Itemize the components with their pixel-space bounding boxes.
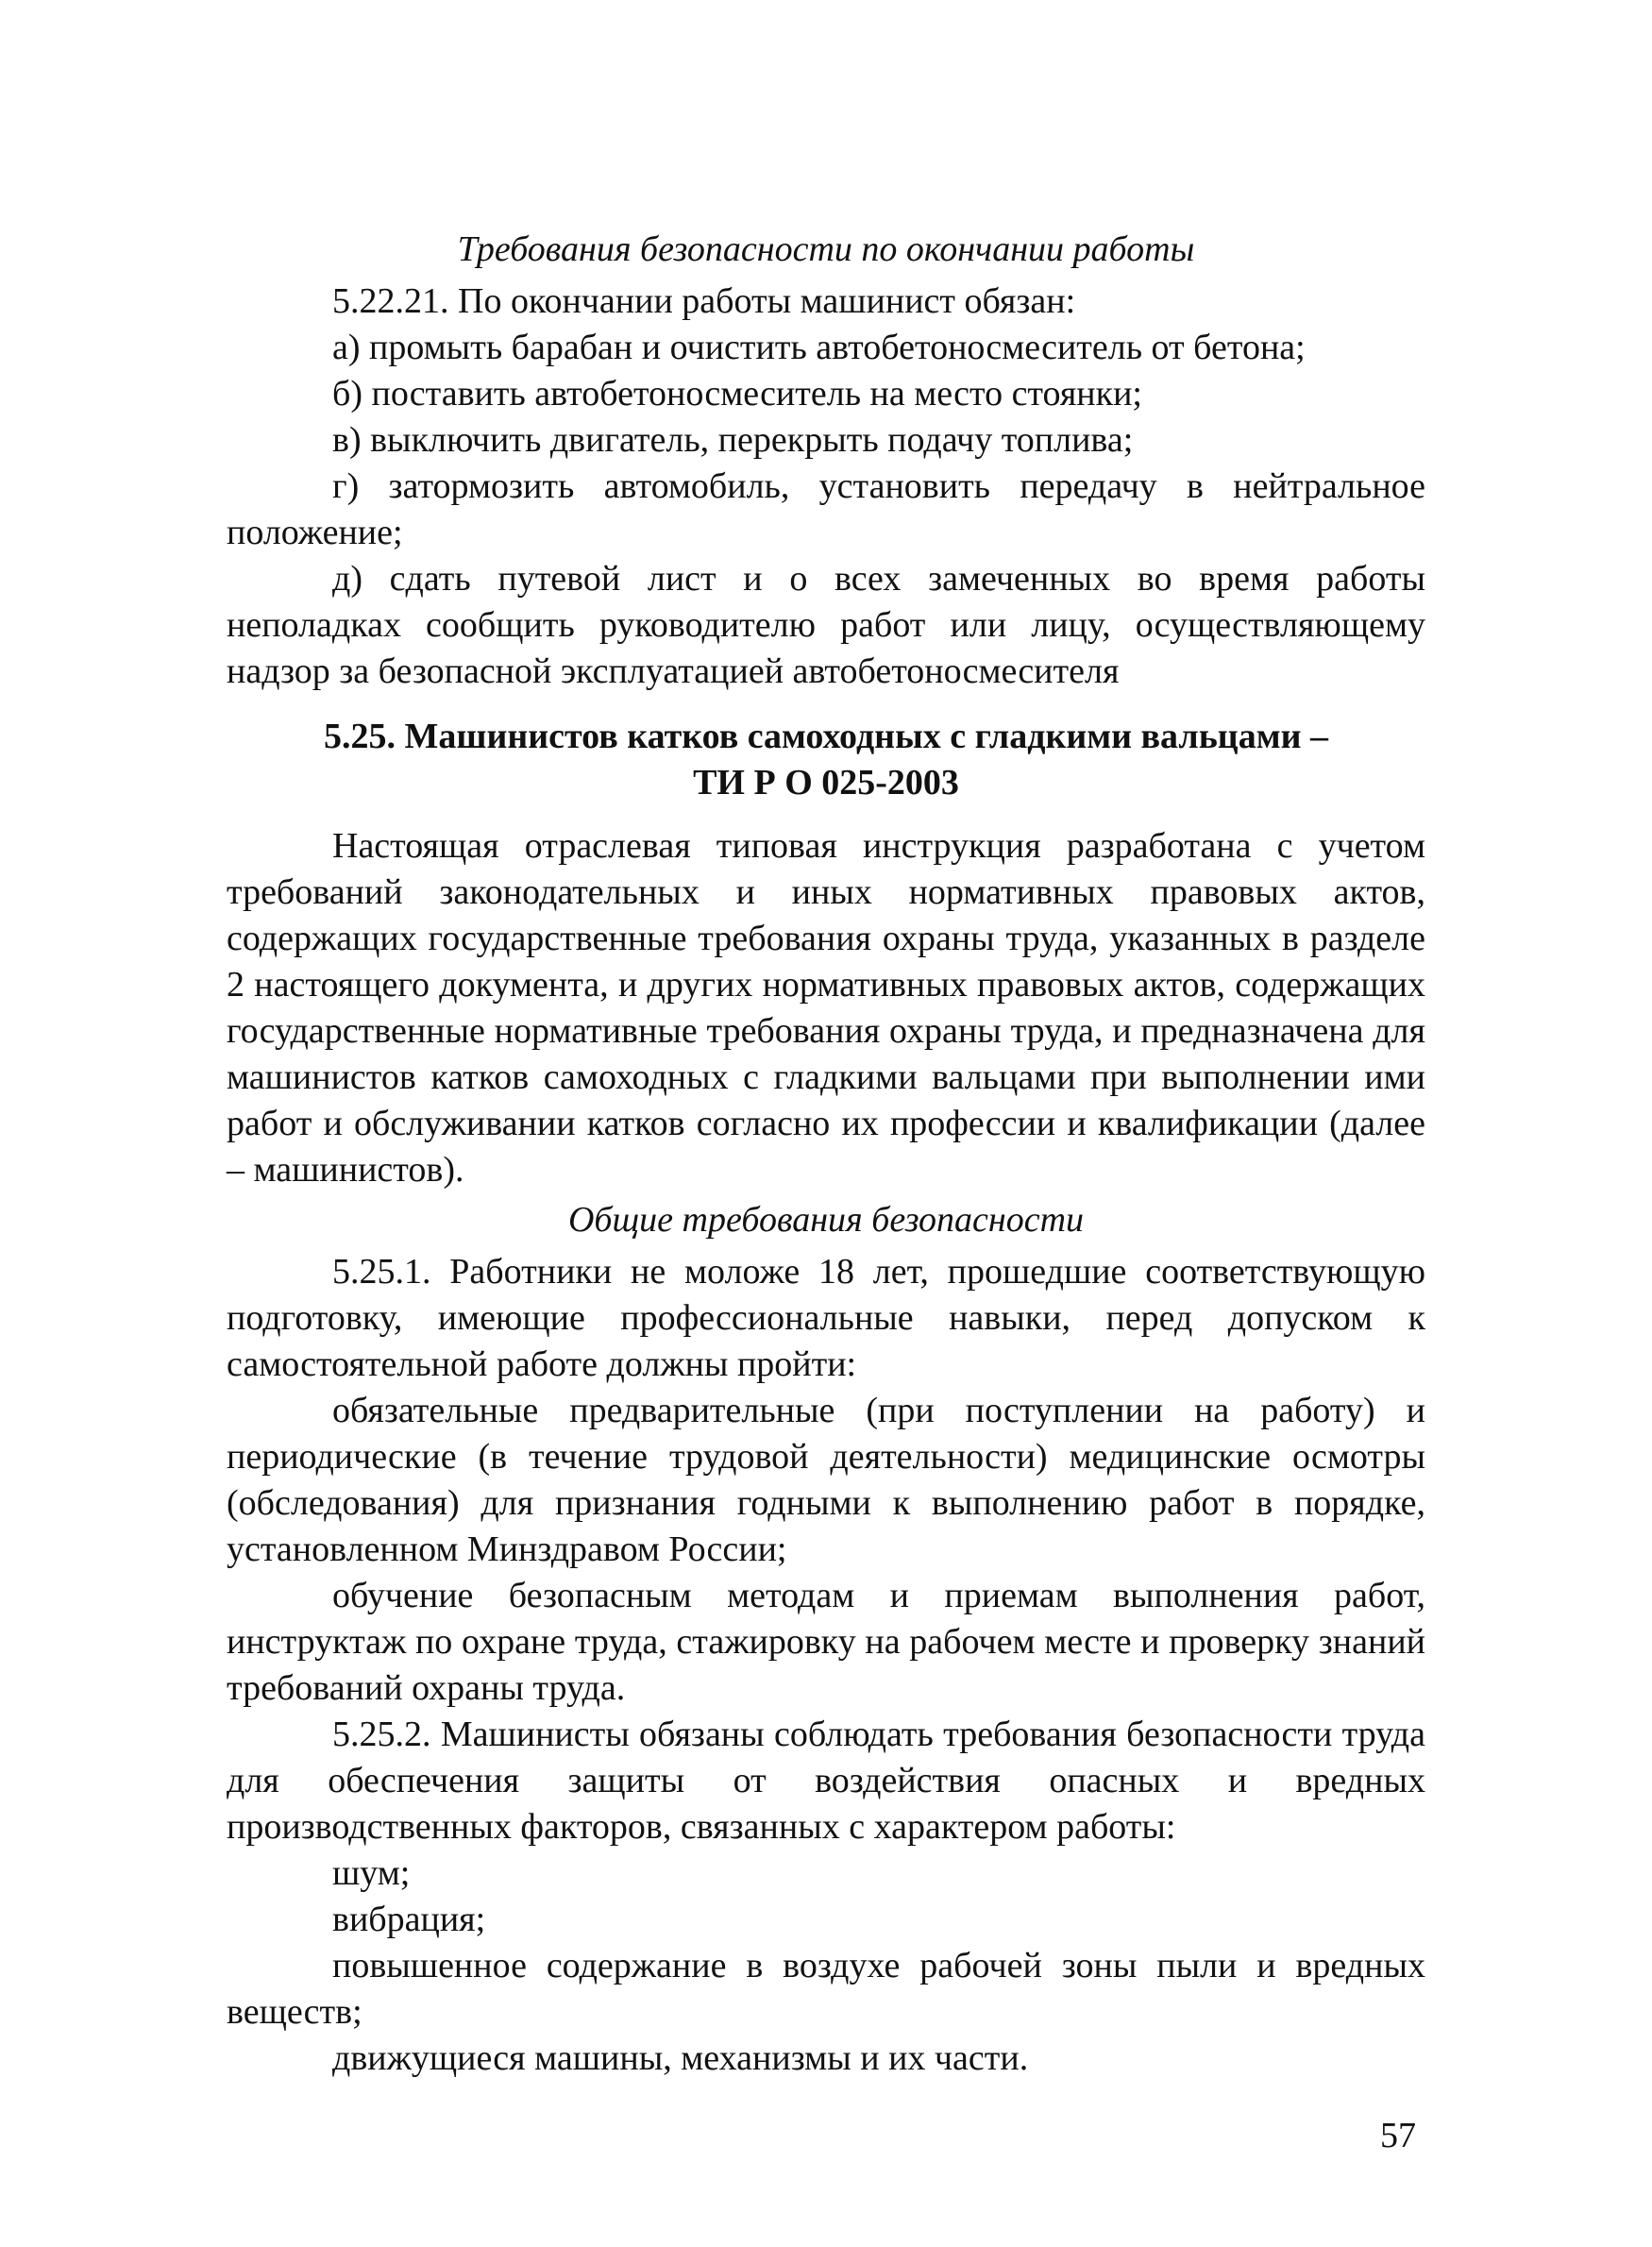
paragraph-5-25-2: 5.25.2. Машинисты обязаны соблюдать требования безопасности труда для обеспечения защиты от воздействия опасных и вредных производственных факторов, связанных с характером работы: (227, 1715, 1425, 1847)
page-number: 57 (1380, 2116, 1416, 2155)
list-item-g: г) затормозить автомобиль, установить передачу в нейтральное положение; (227, 466, 1425, 552)
factor-moving-machines: движущиеся машины, механизмы и их части. (332, 2038, 1029, 2078)
paragraph-5-25-1: 5.25.1. Работники не моложе 18 лет, прошедшие соответствующую подготовку, имеющие профессиональные навыки, перед допуском к самостоятельной работе должны пройти: (227, 1252, 1425, 1384)
paragraph-5-22-21: 5.22.21. По окончании работы машинист обязан: (332, 281, 1076, 321)
subheading-end-of-work: Требования безопасности по окончании работы (457, 229, 1195, 269)
section-title-line-2: ТИ Р О 025-2003 (693, 763, 959, 802)
list-item-v: в) выключить двигатель, перекрыть подачу топлива; (332, 420, 1134, 460)
subheading-general-requirements: Общие требования безопасности (567, 1200, 1085, 1240)
section-title-line-1: 5.25. Машинистов катков самоходных с гладкими вальцами – (324, 717, 1328, 756)
text-column (227, 227, 1425, 2082)
paragraph-medical-exams: обязательные предварительные (при поступлении на работу) и периодические (в течение трудовой деятельности) медицинские осмотры (обследования) для признания годными к выполнению работ в порядке, установленном Минздравом России; (227, 1391, 1425, 1569)
list-item-d: д) сдать путевой лист и о всех замеченных во время работы неполадках сообщить руководителю работ или лицу, осуществляющему надзор за безопасной эксплуатацией автобетоносмесителя (227, 559, 1425, 691)
paragraph-training: обучение безопасным методам и приемам выполнения работ, инструктаж по охране труда, стажировку на рабочем месте и проверку знаний требований охраны труда. (227, 1576, 1425, 1708)
factor-dust: повышенное содержание в воздухе рабочей зоны пыли и вредных веществ; (227, 1946, 1425, 2032)
list-item-b: б) поставить автобетоносмеситель на место стоянки; (332, 374, 1142, 414)
factor-noise: шум; (332, 1853, 411, 1893)
list-item-a: а) промыть барабан и очистить автобетоносмеситель от бетона; (332, 328, 1306, 367)
section-title (227, 714, 1425, 806)
factor-vibration: вибрация; (332, 1900, 486, 1939)
intro-paragraph: Настоящая отраслевая типовая инструкция разработана с учетом требований законодательных и иных нормативных правовых актов, содержащих государственные требования охраны труда, указанных в разделе 2 настоящего документа, и других нормативных правовых актов, содержащих государственные нормативные требования охраны труда, и предназначена для машинистов катков самоходных с гладкими вальцами при выполнении ими работ и обслуживании катков согласно их профессии и квалификации (далее – машинистов). (227, 826, 1425, 1190)
